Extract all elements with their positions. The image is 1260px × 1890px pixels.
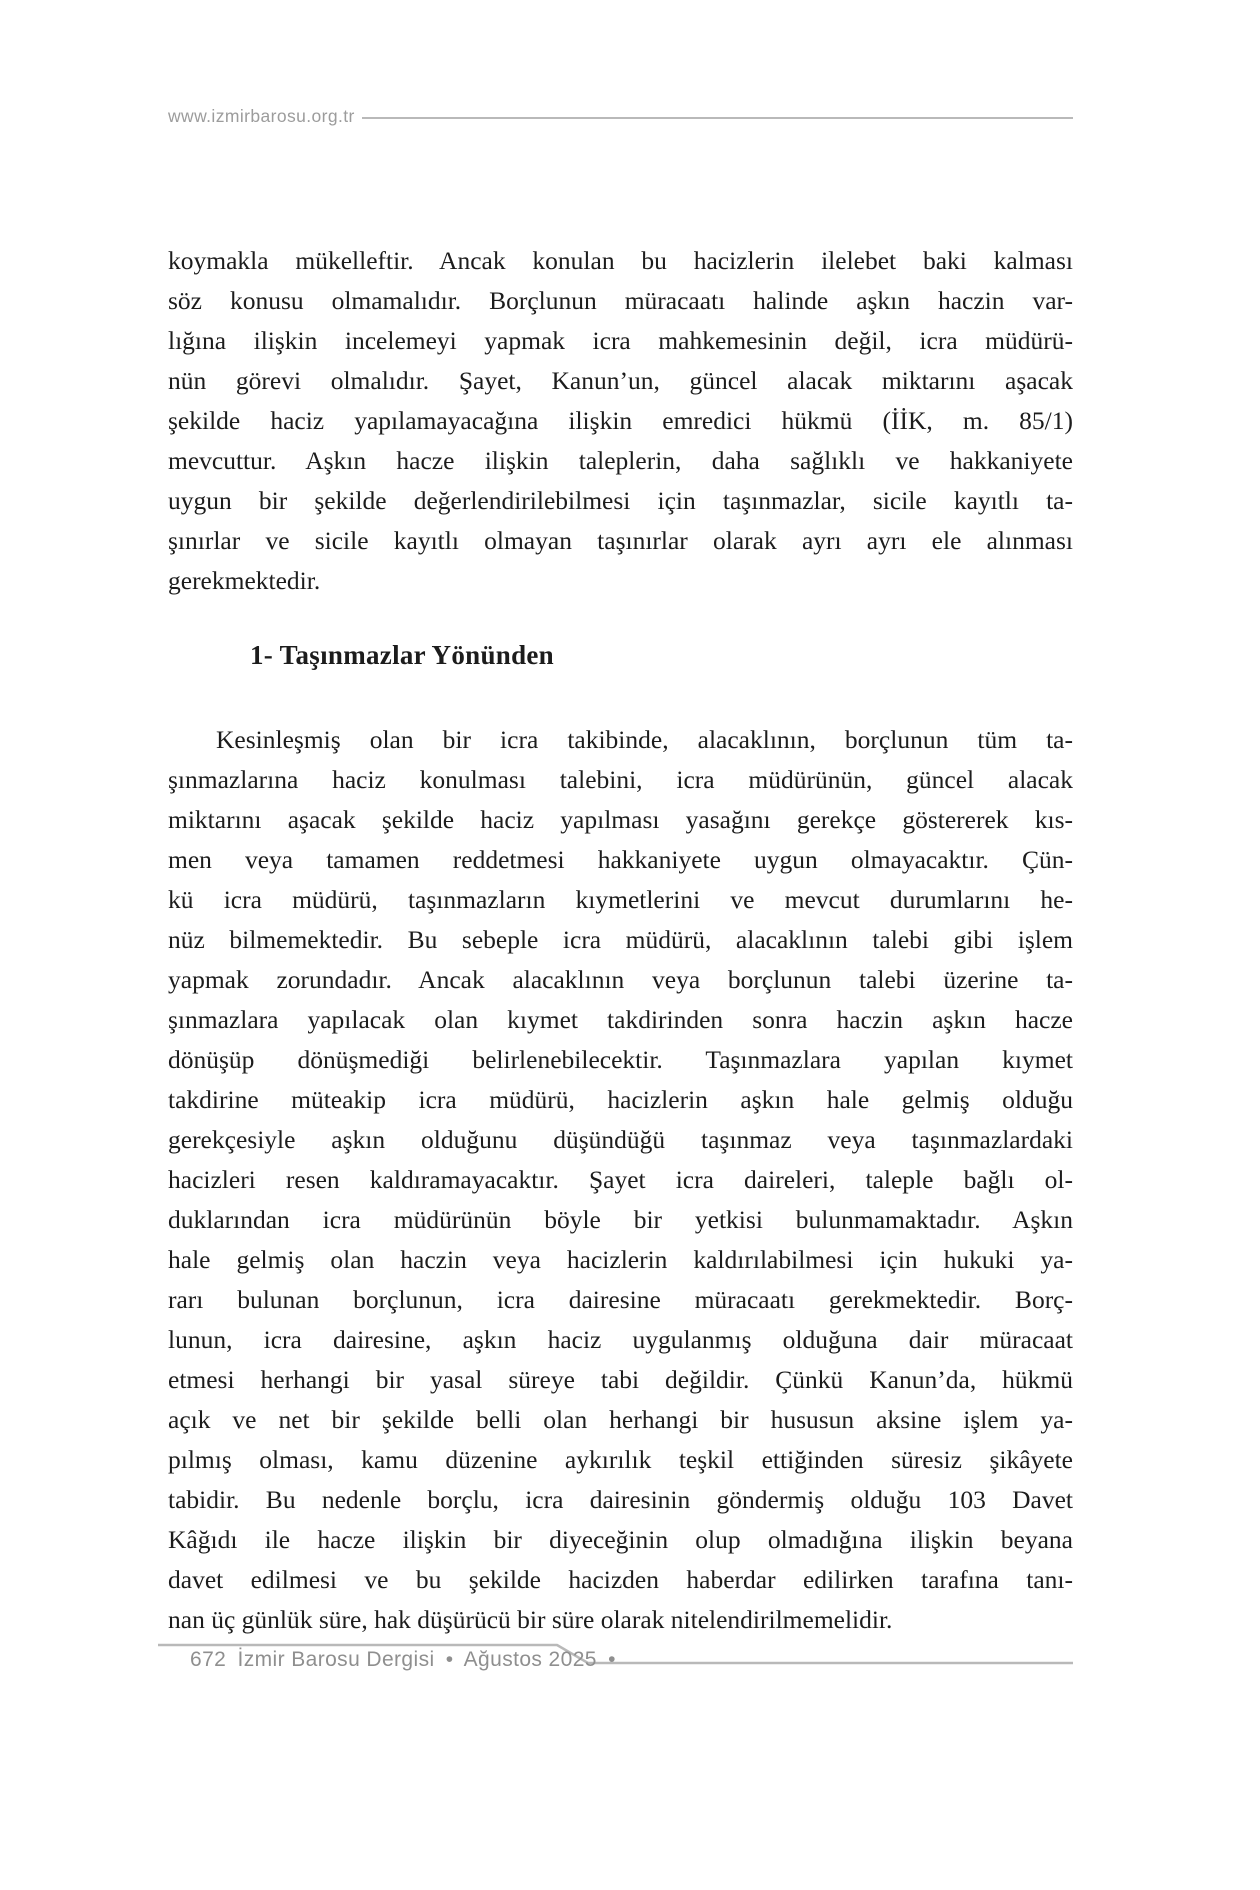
text-line: söz konusu olmamalıdır. Borçlunun müracaatı halinde aşkın haczin var-	[168, 286, 1073, 315]
text-line: hale gelmiş olan haczin veya hacizlerin kaldırılabilmesi için hukuki ya-	[168, 1245, 1073, 1274]
header-rule	[362, 117, 1073, 119]
text-line: takdirine müteakip icra müdürü, hacizlerin aşkın hale gelmiş olduğu	[168, 1085, 1073, 1114]
page-footer	[190, 1648, 621, 1672]
text-line: etmesi herhangi bir yasal süreye tabi değildir. Çünkü Kanun’da, hükmü	[168, 1365, 1073, 1394]
text-line: mevcuttur. Aşkın hacze ilişkin taleplerin, daha sağlıklı ve hakkaniyete	[168, 446, 1073, 475]
text-line: rarı bulunan borçlunun, icra dairesine müracaatı gerekmektedir. Borç-	[168, 1285, 1073, 1314]
issue-date: Ağustos 2025	[463, 1648, 597, 1671]
website-url: www.izmirbarosu.org.tr	[168, 106, 355, 126]
paragraph-continued	[168, 241, 1073, 601]
paragraph-section-body	[168, 720, 1073, 1640]
text-line: nüz bilmemektedir. Bu sebeple icra müdürü, alacaklının talebi gibi işlem	[168, 925, 1073, 954]
page-number: 672	[190, 1648, 227, 1671]
text-line: şınmazlara yapılacak olan kıymet takdirinden sonra haczin aşkın hacze	[168, 1005, 1073, 1034]
text-line: gerekmektedir.	[168, 566, 321, 595]
page-header	[168, 106, 1073, 127]
text-line: yapmak zorundadır. Ancak alacaklının veya borçlunun talebi üzerine ta-	[168, 965, 1073, 994]
text-line: duklarından icra müdürünün böyle bir yetkisi bulunmamaktadır. Aşkın	[168, 1205, 1073, 1234]
text-line: miktarını aşacak şekilde haciz yapılması yasağını gerekçe göstererek kıs-	[168, 805, 1073, 834]
text-line: uygun bir şekilde değerlendirilebilmesi için taşınmazlar, sicile kayıtlı ta-	[168, 486, 1073, 515]
text-line: kü icra müdürü, taşınmazların kıymetlerini ve mevcut durumlarını he-	[168, 885, 1073, 914]
text-line: lunun, icra dairesine, aşkın haciz uygulanmış olduğuna dair müracaat	[168, 1325, 1073, 1354]
text-line: dönüşüp dönüşmediği belirlenebilecektir. Taşınmazlara yapılan kıymet	[168, 1045, 1073, 1074]
text-line: nan üç günlük süre, hak düşürücü bir süre olarak nitelendirilmemelidir.	[168, 1605, 893, 1634]
text-line: davet edilmesi ve bu şekilde hacizden haberdar edilirken tarafına tanı-	[168, 1565, 1073, 1594]
text-line: tabidir. Bu nedenle borçlu, icra dairesinin göndermiş olduğu 103 Davet	[168, 1485, 1073, 1514]
text-line: şınmazlarına haciz konulması talebini, icra müdürünün, güncel alacak	[168, 765, 1073, 794]
text-line: men veya tamamen reddetmesi hakkaniyete uygun olmayacaktır. Çün-	[168, 845, 1073, 874]
text-line: Kâğıdı ile hacze ilişkin bir diyeceğinin olup olmadığına ilişkin beyana	[168, 1525, 1073, 1554]
bullet-separator: •	[445, 1648, 454, 1671]
text-line: şınırlar ve sicile kayıtlı olmayan taşınırlar olarak ayrı ayrı ele alınması	[168, 526, 1073, 555]
text-line: Kesinleşmiş olan bir icra takibinde, alacaklının, borçlunun tüm ta-	[216, 725, 1073, 754]
text-line: hacizleri resen kaldıramayacaktır. Şayet icra daireleri, taleple bağlı ol-	[168, 1165, 1073, 1194]
section-heading: 1- Taşınmazlar Yönünden	[250, 640, 554, 670]
bullet-separator: •	[608, 1648, 616, 1671]
text-line: lığına ilişkin incelemeyi yapmak icra mahkemesinin değil, icra müdürü-	[168, 326, 1073, 355]
text-line: şekilde haciz yapılamayacağına ilişkin emredici hükmü (İİK, m. 85/1)	[168, 406, 1073, 435]
text-line: açık ve net bir şekilde belli olan herhangi bir hususun aksine işlem ya-	[168, 1405, 1073, 1434]
text-line: koymakla mükelleftir. Ancak konulan bu hacizlerin ilelebet baki kalması	[168, 246, 1073, 275]
text-line: gerekçesiyle aşkın olduğunu düşündüğü taşınmaz veya taşınmazlardaki	[168, 1125, 1073, 1154]
text-line: nün görevi olmalıdır. Şayet, Kanun’un, güncel alacak miktarını aşacak	[168, 366, 1073, 395]
journal-title: İzmir Barosu Dergisi	[237, 1648, 435, 1671]
text-line: pılmış olması, kamu düzenine aykırılık teşkil ettiğinden süresiz şikâyete	[168, 1445, 1073, 1474]
